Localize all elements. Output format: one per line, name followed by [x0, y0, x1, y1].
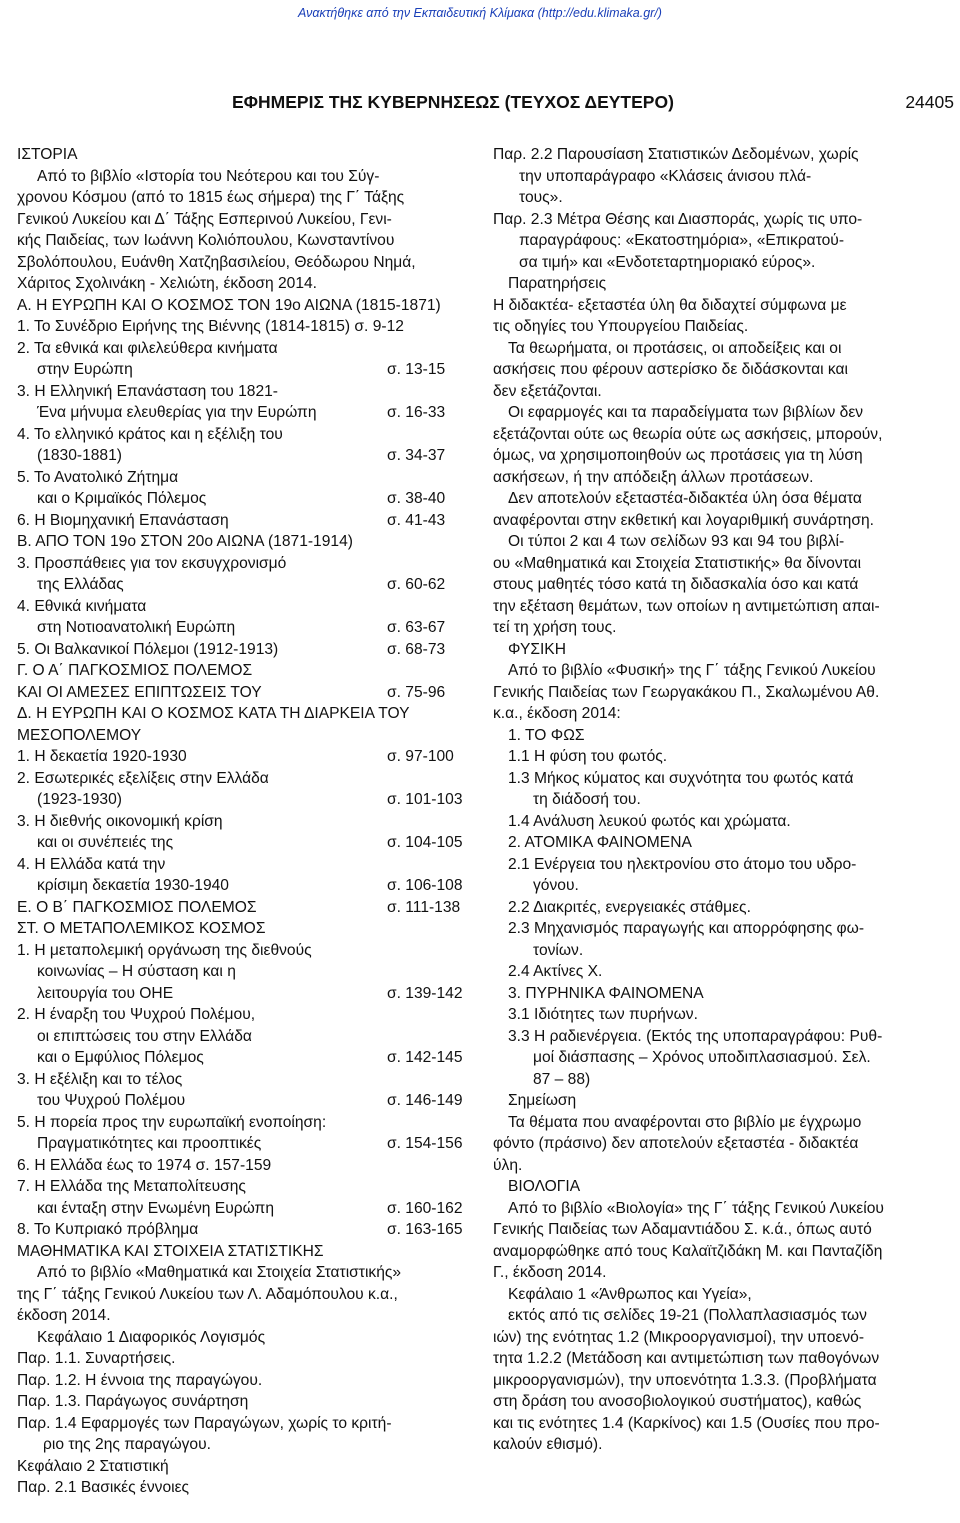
page-ref: σ. 38-40	[387, 490, 446, 507]
body-line: Γενικής Παιδείας των Γεωργακάκου Π., Σκαλωμένου Αθ.	[493, 683, 880, 701]
body-line: ασκήσεων, ή την απόδειξη άλλων προτάσεων.	[493, 468, 814, 486]
toc-entry-text: και ο Εμφύλιος Πόλεμος	[37, 1049, 204, 1066]
body-line: ασκήσεις που φέρουν αστερίσκο δε διδάσκονται και	[493, 361, 848, 378]
body-line: Γενικής Παιδείας των Αδαμαντιάδου Σ. κ.ά., όπως αυτό	[493, 1221, 872, 1238]
topic-line: 1. ΤΟ ΦΩΣ	[508, 726, 585, 744]
paragraph-line: Παρ. 2.1 Βασικές έννοιες	[17, 1479, 190, 1496]
body-line: τητα 1.2.2 (Μετάδοση και αντιμετώπιση των παθογόνων	[493, 1350, 880, 1367]
page-ref: σ. 75-96	[387, 683, 446, 701]
paragraph-line: ριο της 2ης παραγώγου.	[43, 1436, 211, 1453]
toc-entry-text: 6. Η Βιομηχανική Επανάσταση	[17, 511, 229, 529]
page-ref: σ. 97-100	[387, 748, 454, 765]
body-line: κ.α., έκδοση 2014:	[493, 705, 621, 722]
toc-entry	[17, 639, 475, 661]
topic-line: 2.3 Μηχανισμός παραγωγής και απορρόφησης φω-	[508, 920, 865, 937]
note-heading: Σημείωση	[508, 1092, 577, 1109]
toc-entry	[17, 983, 475, 1005]
body-line: χρονου Κόσμου (από το 1815 έως σήμερα) της Γ΄ Τάξης	[17, 189, 405, 206]
toc-entry-text: κρίσιμη δεκαετία 1930-1940	[37, 877, 229, 894]
paragraph-line: Παρ. 1.3. Παράγωγος συνάρτηση	[17, 1393, 249, 1410]
body-line: καλούν εθισμό).	[493, 1436, 603, 1453]
page-ref: σ. 101-103	[387, 791, 463, 808]
page-ref: σ. 34-37	[387, 447, 446, 464]
toc-entry: 6. Η Ελλάδα έως το 1974 σ. 157-159	[17, 1156, 272, 1174]
topic-line: 2.4 Ακτίνες Χ.	[508, 963, 603, 980]
topic-line: 3.1 Ιδιότητες των πυρήνων.	[508, 1006, 698, 1023]
paragraph-line: τους».	[519, 189, 563, 206]
chapter-line: Κεφάλαιο 1 «Άνθρωπος και Υγεία»,	[508, 1285, 752, 1303]
toc-entry: 1. Η μεταπολεμική οργάνωση της διεθνούς	[17, 941, 312, 959]
toc-entry	[17, 1219, 475, 1241]
body-line: ιών) της ενότητας 1.2 (Μικροοργανισμοί), την υποενό-	[493, 1328, 865, 1346]
body-line: έκδοση 2014.	[17, 1307, 111, 1324]
toc-entry	[17, 574, 475, 596]
body-line: Σβολόπουλου, Ευάνθη Χατζηβασιλείου, Θεόδωρου Νημά,	[17, 253, 416, 271]
toc-entry: 2. Εσωτερικές εξελίξεις στην Ελλάδα	[17, 769, 269, 787]
toc-entry-text: 5. Οι Βαλκανικοί Πόλεμοι (1912-1913)	[17, 640, 279, 658]
toc-entry-text: και οι συνέπειές της	[37, 834, 174, 851]
toc-entry	[17, 617, 475, 639]
chapter-heading: ΜΕΣΟΠΟΛΕΜΟΥ	[17, 726, 142, 744]
toc-entry: 5. Η πορεία προς την ευρωπαϊκή ενοποίηση:	[17, 1113, 327, 1131]
toc-entry-text: (1923-1930)	[37, 791, 122, 808]
chapter-heading: Β. ΑΠΟ ΤΟΝ 19ο ΣΤΟΝ 20ο ΑΙΩΝΑ (1871-1914)	[17, 533, 353, 550]
page-ref: σ. 63-67	[387, 619, 446, 636]
toc-entry-text: ΚΑΙ ΟΙ ΑΜΕΣΕΣ ΕΠΙΠΤΩΣΕΙΣ ΤΟΥ	[17, 683, 262, 701]
toc-entry: 1. Το Συνέδριο Ειρήνης της Βιέννης (1814-1815) σ. 9-12	[17, 318, 404, 335]
topic-line: γόνου.	[533, 877, 579, 894]
paragraph-line: Παρ. 1.2. Η έννοια της παραγώγου.	[17, 1371, 263, 1389]
paragraph-line: παραγράφους: «Εκατοστημόρια», «Επικρατού-	[519, 232, 845, 249]
body-line: στη δράση του ανοσοβιολογικού συστήματος), καθώς	[493, 1393, 862, 1410]
toc-entry: 7. Η Ελλάδα της Μεταπολίτευσης	[17, 1178, 246, 1195]
toc-entry: 4. Εθνικά κινήματα	[17, 597, 147, 615]
toc-entry: 4. Το ελληνικό κράτος και η εξέλιξη του	[17, 425, 283, 443]
page-ref: σ. 160-162	[387, 1199, 463, 1217]
gazette-title: ΕΦΗΜΕΡΙΣ ΤΗΣ ΚΥΒΕΡΝΗΣΕΩΣ (ΤΕΥΧΟΣ ΔΕΥΤΕΡΟ)	[232, 92, 674, 112]
topic-line: μοί διάσπασης – Χρόνος υποδιπλασιασμού. Σελ.	[533, 1049, 871, 1066]
left-column	[17, 144, 475, 1499]
paragraph-line: Παρ. 2.3 Μέτρα Θέσης και Διασποράς, χωρίς τις υπο-	[493, 210, 863, 228]
paragraph-line: Παρ. 1.1. Συναρτήσεις.	[17, 1350, 176, 1367]
toc-entry: οι επιπτώσεις του στην Ελλάδα	[37, 1027, 252, 1045]
toc-entry: 3. Η Ελληνική Επανάσταση του 1821-	[17, 382, 278, 400]
page-ref: σ. 68-73	[387, 640, 446, 658]
page-number: 24405	[905, 92, 954, 112]
topic-line: 2.2 Διακριτές, ενεργειακές στάθμες.	[508, 898, 751, 916]
chapter-heading: Δ. Η ΕΥΡΩΠΗ ΚΑΙ Ο ΚΟΣΜΟΣ ΚΑΤΑ ΤΗ ΔΙΑΡΚΕΙΑ ΤΟΥ	[17, 705, 410, 722]
paragraph-line: Παρ. 2.2 Παρουσίαση Στατιστικών Δεδομένων, χωρίς	[493, 146, 859, 163]
body-line: Οι εφαρμογές και τα παραδείγματα των βιβλίων δεν	[508, 404, 864, 421]
topic-line: 2. ΑΤΟΜΙΚΑ ΦΑΙΝΟΜΕΝΑ	[508, 834, 692, 851]
topic-line: τη διάδοσή του.	[533, 791, 641, 808]
source-watermark: Ανακτήθηκε από την Εκπαιδευτική Κλίμακα (http://edu.klimaka.gr/)	[298, 6, 662, 20]
body-line: Η διδακτέα- εξεταστέα ύλη θα διδαχτεί σύμφωνα με	[493, 296, 847, 314]
body-line: Από το βιβλίο «Βιολογία» της Γ΄ τάξης Γενικού Λυκείου	[508, 1199, 884, 1217]
page-ref: σ. 139-142	[387, 984, 463, 1002]
right-column	[493, 144, 943, 1456]
toc-entry-text: στην Ευρώπη	[37, 361, 133, 378]
toc-entry	[17, 746, 475, 768]
body-line: φόντο (πράσινο) δεν αποτελούν εξεταστέα - διδακτέα	[493, 1135, 859, 1152]
page-ref: σ. 146-149	[387, 1092, 463, 1109]
toc-entry	[17, 1047, 475, 1069]
toc-entry	[17, 1133, 475, 1155]
toc-entry-text: και ο Κριμαϊκός Πόλεμος	[37, 490, 207, 507]
toc-entry-text: του Ψυχρού Πολέμου	[37, 1092, 186, 1109]
body-line: ύλη.	[493, 1156, 523, 1174]
toc-entry	[17, 789, 475, 811]
body-line: και τις ενότητες 1.4 (Καρκίνος) και 1.5 (Ουσίες που προ-	[493, 1414, 880, 1432]
body-line: αναφέρονται στην εκθετική και λογαριθμική συνάρτηση.	[493, 511, 874, 529]
toc-entry	[17, 510, 475, 532]
topic-line: 1.3 Μήκος κύματος και συχνότητα του φωτός κατά	[508, 769, 854, 787]
toc-entry	[17, 488, 475, 510]
body-line: εκτός από τις σελίδες 19-21 (Πολλαπλασιασμός των	[508, 1307, 867, 1324]
toc-entry-text: 1. Η δεκαετία 1920-1930	[17, 748, 187, 765]
section-heading-mathematics: ΜΑΘΗΜΑΤΙΚΑ ΚΑΙ ΣΤΟΙΧΕΙΑ ΣΤΑΤΙΣΤΙΚΗΣ	[17, 1242, 324, 1260]
body-line: την εξέταση θεμάτων, των οποίων η αντιμετώπιση απαι-	[493, 597, 880, 615]
topic-line: 1.4 Ανάλυση λευκού φωτός και χρώματα.	[508, 812, 791, 830]
body-line: Οι τύποι 2 και 4 των σελίδων 93 και 94 του βιβλί-	[508, 533, 845, 550]
toc-entry-text: Ε. Ο Β΄ ΠΑΓΚΟΣΜΙΟΣ ΠΟΛΕΜΟΣ	[17, 898, 257, 916]
body-line: Τα θέματα που αναφέρονται στο βιβλίο με έγχρωμο	[508, 1113, 862, 1131]
toc-entry	[17, 875, 475, 897]
body-line: δεν εξετάζονται.	[493, 382, 602, 400]
body-line: της Γ΄ τάξης Γενικού Λυκείου των Λ. Αδαμόπουλου κ.α.,	[17, 1285, 398, 1303]
page-ref: σ. 13-15	[387, 361, 446, 378]
toc-entry: 3. Η διεθνής οικονομική κρίση	[17, 812, 223, 830]
toc-entry: 5. Το Ανατολικό Ζήτημα	[17, 468, 179, 486]
body-line: Από το βιβλίο «Μαθηματικά και Στοιχεία Στατιστικής»	[37, 1264, 402, 1281]
toc-entry-text: στη Νοτιοανατολική Ευρώπη	[37, 619, 236, 636]
body-line: στους μαθητές τόσο κατά τη διδασκαλία όσο και κατά	[493, 576, 859, 593]
toc-entry-text: Ένα μήνυμα ελευθερίας για την Ευρώπη	[37, 404, 317, 421]
body-line: ου «Μαθηματικά και Στοιχεία Στατιστικής» θα δίνονται	[493, 554, 862, 572]
toc-entry	[17, 1198, 475, 1220]
page-ref: σ. 60-62	[387, 576, 446, 593]
body-line: Από το βιβλίο «Ιστορία του Νεότερου και του Σύγ-	[37, 167, 380, 185]
chapter-heading: Γ. Ο Α΄ ΠΑΓΚΟΣΜΙΟΣ ΠΟΛΕΜΟΣ	[17, 662, 253, 679]
page-ref: σ. 106-108	[387, 877, 463, 894]
page-ref: σ. 142-145	[387, 1049, 463, 1066]
remarks-heading: Παρατηρήσεις	[508, 275, 607, 292]
page-ref: σ. 16-33	[387, 404, 446, 421]
toc-entry	[17, 445, 475, 467]
toc-entry: 3. Προσπάθειες για τον εκσυγχρονισμό	[17, 554, 287, 572]
page-ref: σ. 111-138	[387, 898, 461, 916]
toc-entry-text: και ένταξη στην Ενωμένη Ευρώπη	[37, 1199, 274, 1217]
toc-entry	[17, 402, 475, 424]
body-line: κής Παιδείας, των Ιωάννη Κολιόπουλου, Κωνσταντίνου	[17, 232, 395, 249]
topic-line: 87 – 88)	[533, 1070, 591, 1088]
body-line: Τα θεωρήματα, οι προτάσεις, οι αποδείξεις και οι	[508, 339, 842, 357]
page-ref: σ. 41-43	[387, 511, 446, 529]
toc-entry: 2. Τα εθνικά και φιλελεύθερα κινήματα	[17, 339, 278, 357]
toc-entry-text: Πραγματικότητες και προοπτικές	[37, 1135, 262, 1152]
topic-line: 3. ΠΥΡΗΝΙΚΑ ΦΑΙΝΟΜΕΝΑ	[508, 984, 704, 1002]
body-line: τις οδηγίες του Υπουργείου Παιδείας.	[493, 318, 749, 335]
page-ref: σ. 104-105	[387, 834, 463, 851]
body-line: Χάριτος Σχολινάκη - Χελιώτη, έκδοση 2014.	[17, 275, 318, 292]
body-line: Δεν αποτελούν εξεταστέα-διδακτέα ύλη όσα θέματα	[508, 490, 862, 507]
page-ref: σ. 154-156	[387, 1135, 463, 1152]
section-heading-physics: ΦΥΣΙΚΗ	[508, 640, 566, 658]
chapter-line: Κεφάλαιο 2 Στατιστική	[17, 1457, 169, 1475]
section-heading-biology: ΒΙΟΛΟΓΙΑ	[508, 1178, 581, 1195]
chapter-heading	[17, 897, 475, 919]
body-line: εξετάζονται ούτε ως θεωρία ούτε ως ασκήσεις, μπορούν,	[493, 425, 883, 443]
toc-entry-text: της Ελλάδας	[37, 576, 124, 593]
toc-entry	[17, 359, 475, 381]
chapter-heading: ΣΤ. Ο ΜΕΤΑΠΟΛΕΜΙΚΟΣ ΚΟΣΜΟΣ	[17, 920, 266, 937]
topic-line: 3.3 Η ραδιενέργεια. (Εκτός της υποπαραγράφου: Ρυθ-	[508, 1027, 883, 1045]
toc-entry	[17, 832, 475, 854]
toc-entry: 3. Η εξέλιξη και το τέλος	[17, 1070, 183, 1088]
topic-line: τονίων.	[533, 941, 584, 959]
topic-line: 2.1 Ενέργεια του ηλεκτρονίου στο άτομο του υδρο-	[508, 855, 857, 873]
toc-entry	[17, 1090, 475, 1112]
chapter-heading: Α. Η ΕΥΡΩΠΗ ΚΑΙ Ο ΚΟΣΜΟΣ ΤΟΝ 19ο ΑΙΩΝΑ (1815-1871)	[17, 296, 441, 314]
paragraph-line: σα τιμή» και «Ενδοτεταρτημοριακό εύρος».	[519, 253, 816, 271]
toc-entry-text: (1830-1881)	[37, 447, 122, 464]
toc-entry: 2. Η έναρξη του Ψυχρού Πολέμου,	[17, 1006, 256, 1023]
toc-entry: 4. Η Ελλάδα κατά την	[17, 855, 166, 873]
body-line: αναμορφώθηκε από τους Καλαϊτζιδάκη Μ. και Πανταζίδη	[493, 1242, 883, 1260]
toc-entry-text: 8. Το Κυπριακό πρόβλημα	[17, 1221, 199, 1238]
paragraph-line: Παρ. 1.4 Εφαρμογές των Παραγώγων, χωρίς το κριτή-	[17, 1414, 392, 1432]
paragraph-line: την υποπαράγραφο «Κλάσεις άνισου πλά-	[519, 167, 812, 185]
body-line: μικροοργανισμών), την υποενότητα 1.3.3. (Προβλήματα	[493, 1371, 877, 1389]
topic-line: 1.1 Η φύση του φωτός.	[508, 748, 668, 765]
body-line: Γενικού Λυκείου και Δ΄ Τάξης Εσπερινού Λυκείου, Γενι-	[17, 210, 392, 228]
section-heading-history: ΙΣΤΟΡΙΑ	[17, 146, 78, 163]
toc-entry: κοινωνίας – Η σύσταση και η	[37, 963, 236, 980]
body-line: Γ., έκδοση 2014.	[493, 1264, 607, 1281]
body-line: όμως, να χρησιμοποιηθούν ως προτάσεις για τη λύση	[493, 447, 863, 464]
page-ref: σ. 163-165	[387, 1221, 463, 1238]
running-header	[232, 92, 954, 113]
body-line: τεί τη χρήση τους.	[493, 619, 617, 636]
chapter-line: Κεφάλαιο 1 Διαφορικός Λογισμός	[37, 1328, 266, 1346]
toc-entry-text: λειτουργία του ΟΗΕ	[37, 984, 174, 1002]
chapter-heading	[17, 682, 475, 704]
body-line: Από το βιβλίο «Φυσική» της Γ΄ τάξης Γενικού Λυκείου	[508, 662, 876, 679]
